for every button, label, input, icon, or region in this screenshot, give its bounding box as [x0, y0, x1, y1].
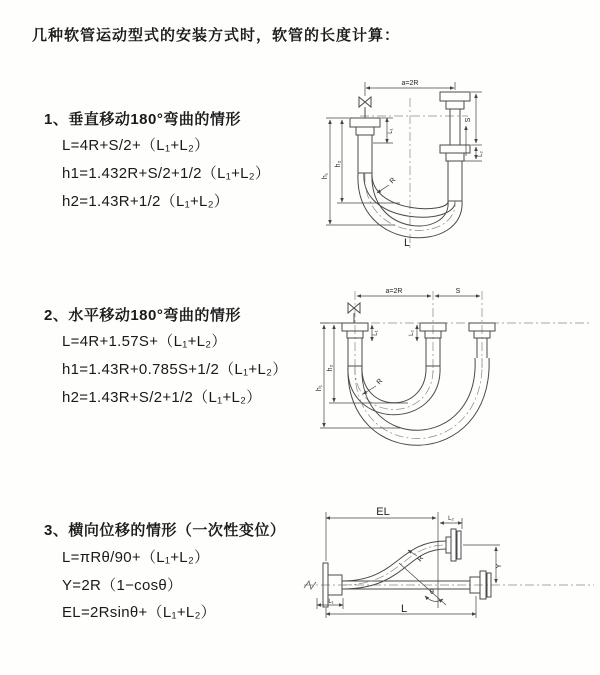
diagram-horizontal-180-bend [300, 283, 595, 463]
valve-icon [359, 97, 371, 118]
dim-label-s: S [465, 117, 472, 123]
section-1-formula-L: L=4R+S/2+（L₁+L₂） [62, 137, 210, 154]
s-curve-hose-displaced [342, 541, 446, 589]
section-3-heading: 3、横向位移的情形（一次性变位） [44, 522, 286, 539]
dim-label-a2r: a=2R [401, 80, 419, 87]
dim-label-length: L [400, 603, 408, 615]
dim-label-l1: L₁ [388, 128, 394, 134]
left-flange [350, 118, 380, 135]
dim-label-theta: θ [430, 589, 434, 596]
dim-label-a2r: a=2R [385, 288, 403, 295]
section-2-formula-L: L=4R+1.57S+（L₁+L₂） [62, 333, 227, 350]
dim-label-el: EL [376, 506, 390, 518]
section-3-formula-L: L=πRθ/90+（L₁+L₂） [62, 549, 210, 566]
section-3-formula-Y: Y=2R（1−cosθ） [62, 577, 183, 594]
right-braided-hose [448, 161, 462, 201]
dim-label-length: L [403, 237, 411, 249]
dim-label-l2: L₂ [448, 516, 454, 522]
section-1-heading: 1、垂直移动180°弯曲的情形 [44, 111, 241, 128]
dim-label-l2: L₂ [409, 330, 415, 336]
diagram-vertical-180-bend [300, 68, 590, 263]
dim-label-h2: h₂ [335, 160, 342, 168]
page-title: 几种软管运动型式的安装方式时，软管的长度计算： [32, 27, 401, 44]
diagram-lateral-displacement [298, 498, 598, 673]
section-2-heading: 2、水平移动180°弯曲的情形 [44, 307, 241, 324]
u-bend-hose [348, 338, 489, 445]
axis-break-mark [304, 581, 316, 589]
right-pipe-flanges [440, 92, 470, 161]
dim-label-h1: h₁ [322, 172, 329, 180]
dim-label-l2: L₂ [478, 151, 484, 157]
upper-flange-displaced [446, 529, 461, 561]
dim-label-radius: R [416, 554, 426, 564]
left-braided-hose [358, 135, 372, 173]
dim-label-radius: R [388, 176, 398, 186]
dimension-lines [320, 296, 480, 428]
dim-label-radius: R [375, 377, 385, 387]
section-2-formula-h1: h1=1.43R+0.785S+1/2（L₁+L₂） [62, 361, 288, 378]
dim-label-l1: L₁ [328, 599, 334, 605]
dim-label-h2: h₂ [327, 364, 334, 372]
section-2-formula-h2: h2=1.43R+S/2+1/2（L₁+L₂） [62, 389, 262, 406]
flanges [342, 323, 495, 338]
valve-icon [348, 303, 360, 323]
section-1-formula-h1: h1=1.432R+S/2+1/2（L₁+L₂） [62, 165, 271, 182]
dim-label-s: S [455, 288, 461, 295]
section-1-formula-h2: h2=1.43R+1/2（L₁+L₂） [62, 193, 230, 210]
dim-label-y: Y [496, 563, 503, 569]
section-3-formula-EL: EL=2Rsinθ+（L₁+L₂） [62, 604, 216, 621]
dim-label-h1: h₁ [316, 384, 323, 392]
centerlines [320, 291, 592, 373]
dim-label-l1: L₁ [373, 330, 379, 336]
